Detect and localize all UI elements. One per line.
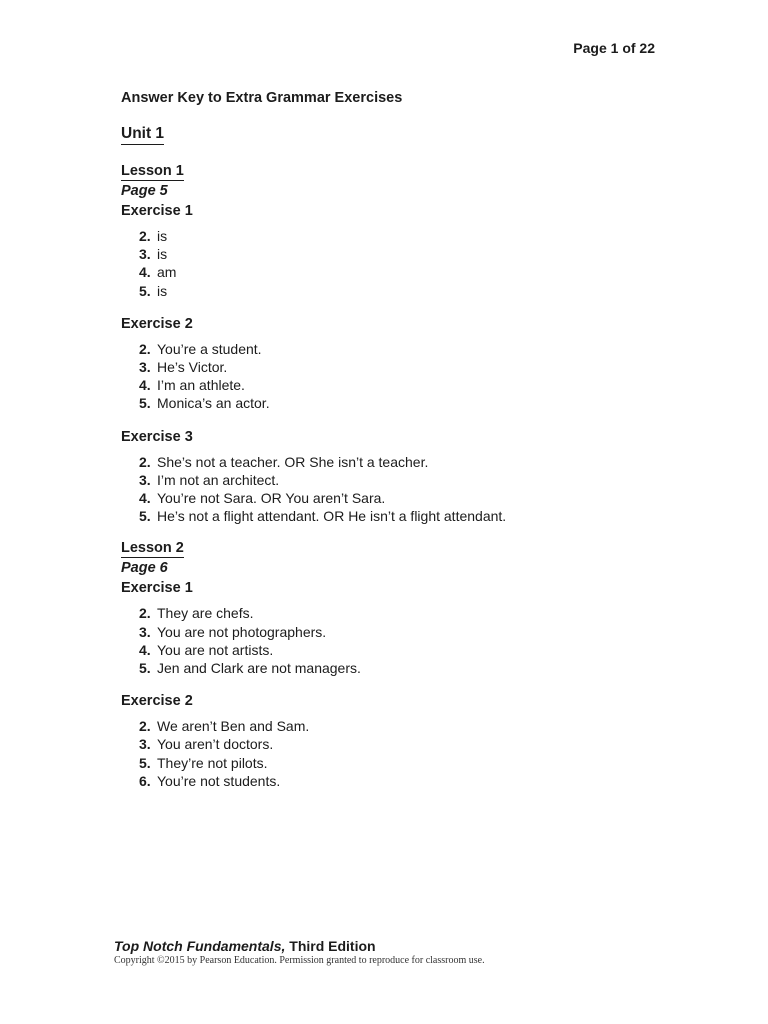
answer-item: [139, 623, 681, 641]
answer-item: [139, 641, 681, 659]
answer-number: 5.: [139, 395, 151, 412]
answer-list: [121, 340, 681, 413]
answer-number: 3.: [139, 623, 151, 640]
answer-list: [121, 227, 681, 300]
answer-item: [139, 735, 681, 753]
answer-item: [139, 772, 681, 790]
page-footer: [114, 938, 485, 966]
book-edition: Third Edition: [285, 938, 376, 954]
answer-number: 2.: [139, 605, 151, 622]
answer-number: 3.: [139, 471, 151, 488]
answer-text: You’re not students.: [157, 772, 281, 789]
answer-number: 2.: [139, 340, 151, 357]
answer-text: Monica’s an actor.: [157, 395, 270, 412]
copyright-notice: Copyright ©2015 by Pearson Education. Permission granted to reproduce for classroom use.: [114, 955, 485, 966]
answer-list: [121, 717, 681, 790]
lesson-section: [121, 539, 681, 790]
answer-item: [139, 754, 681, 772]
answer-list: [121, 453, 681, 526]
answer-item: [139, 507, 681, 525]
answer-text: She’s not a teacher. OR She isn’t a teacher.: [157, 453, 429, 470]
answer-text: Jen and Clark are not managers.: [157, 660, 361, 677]
answer-number: 2.: [139, 453, 151, 470]
exercise-heading: Exercise 2: [121, 693, 193, 710]
document-title: Answer Key to Extra Grammar Exercises: [121, 90, 403, 106]
answer-number: 5.: [139, 660, 151, 677]
page-reference: Page 5: [121, 183, 168, 199]
exercise-heading: Exercise 1: [121, 203, 193, 219]
answer-item: [139, 659, 681, 677]
answer-item: [139, 717, 681, 735]
answer-item: [139, 245, 681, 263]
answer-number: 2.: [139, 718, 151, 735]
answer-text: am: [157, 264, 177, 281]
lesson-heading: Lesson 1: [121, 163, 184, 179]
answer-text: He’s not a flight attendant. OR He isn’t a flight attendant.: [157, 508, 507, 525]
answer-number: 4.: [139, 490, 151, 507]
answer-item: [139, 453, 681, 471]
answer-number: 3.: [139, 359, 151, 376]
answer-item: [139, 489, 681, 507]
lesson-section: [121, 162, 681, 525]
answer-number: 3.: [139, 246, 151, 263]
answer-item: [139, 604, 681, 622]
exercise-heading: Exercise 2: [121, 315, 193, 332]
answer-text: You are not photographers.: [157, 623, 327, 640]
unit-heading-wrap: [121, 125, 681, 162]
answer-item: [139, 340, 681, 358]
answer-item: [139, 263, 681, 281]
answer-text: He’s Victor.: [157, 359, 228, 376]
answer-item: [139, 282, 681, 300]
page-number: Page 1 of 22: [573, 40, 655, 56]
answer-number: 4.: [139, 641, 151, 658]
exercise-heading: Exercise 3: [121, 428, 193, 445]
answer-text: is: [157, 282, 168, 299]
unit-heading: Unit 1: [121, 125, 164, 145]
answer-text: I’m not an architect.: [157, 471, 280, 488]
answer-number: 4.: [139, 377, 151, 394]
answer-text: is: [157, 228, 168, 244]
answer-text: I’m an athlete.: [157, 377, 245, 394]
page-reference: Page 6: [121, 560, 168, 577]
answer-text: They’re not pilots.: [157, 754, 268, 771]
answer-text: They are chefs.: [157, 605, 254, 622]
answer-item: [139, 376, 681, 394]
answer-text: We aren’t Ben and Sam.: [157, 718, 310, 735]
answer-number: 3.: [139, 736, 151, 753]
answer-item: [139, 227, 681, 245]
answer-text: You are not artists.: [157, 641, 274, 658]
answer-number: 5.: [139, 508, 151, 525]
exercise-heading: Exercise 1: [121, 580, 193, 597]
answer-number: 4.: [139, 264, 151, 281]
answer-text: You’re not Sara. OR You aren’t Sara.: [157, 490, 386, 507]
answer-item: [139, 471, 681, 489]
document-body: [121, 90, 681, 804]
answer-number: 6.: [139, 772, 151, 789]
answer-text: You aren’t doctors.: [157, 736, 274, 753]
answer-item: [139, 394, 681, 412]
lesson-heading: Lesson 2: [121, 540, 184, 557]
answer-number: 2.: [139, 228, 151, 244]
answer-number: 5.: [139, 754, 151, 771]
answer-text: You’re a student.: [157, 340, 262, 357]
answer-list: [121, 604, 681, 677]
answer-number: 5.: [139, 282, 151, 299]
answer-item: [139, 358, 681, 376]
book-title: Top Notch Fundamentals,: [114, 938, 286, 954]
footer-book-title: [114, 938, 485, 954]
answer-text: is: [157, 246, 168, 263]
